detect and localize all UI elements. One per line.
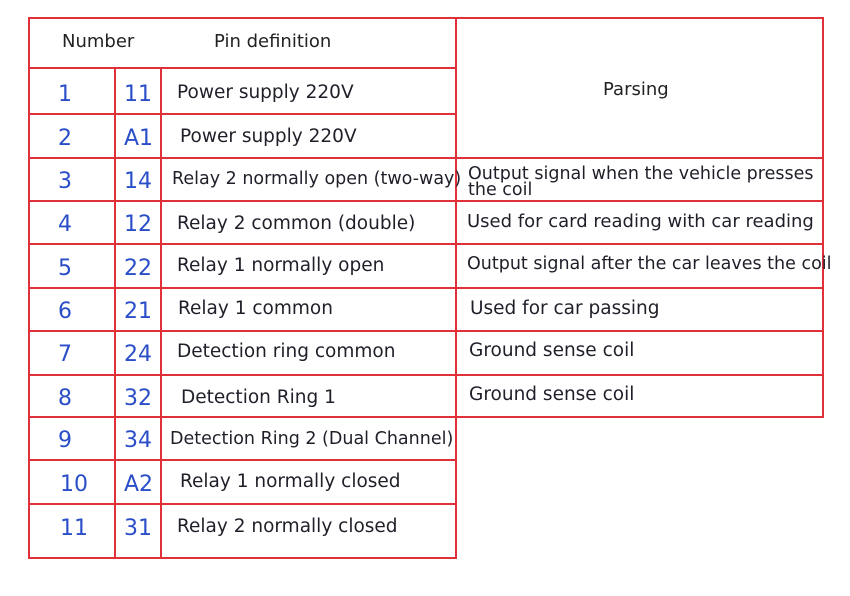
grid-line <box>28 416 824 418</box>
grid-line <box>28 503 456 505</box>
grid-line <box>822 17 824 418</box>
row-pin: 21 <box>124 299 152 324</box>
grid-line <box>28 557 456 559</box>
row-number: 1 <box>58 82 72 107</box>
grid-line <box>28 243 824 245</box>
row-definition: Relay 1 normally open <box>177 255 385 276</box>
row-pin: 34 <box>124 428 152 453</box>
row-pin: 14 <box>124 169 152 194</box>
parsing-cell: Ground sense coil <box>469 384 635 405</box>
row-pin: 22 <box>124 256 152 281</box>
header-parsing: Parsing <box>603 79 669 100</box>
parsing-cell: the coil <box>468 180 533 200</box>
grid-line <box>28 113 456 115</box>
row-number: 11 <box>60 516 88 541</box>
row-number: 6 <box>58 299 72 324</box>
grid-line <box>114 67 116 559</box>
parsing-cell: Used for card reading with car reading <box>467 211 814 232</box>
grid-line <box>160 67 162 559</box>
header-number: Number <box>62 31 135 52</box>
row-definition: Detection Ring 1 <box>181 387 336 408</box>
parsing-cell: Output signal after the car leaves the coil <box>467 254 832 274</box>
row-pin: A1 <box>124 126 154 151</box>
row-definition: Power supply 220V <box>177 82 354 103</box>
grid-line <box>28 459 456 461</box>
row-number: 4 <box>58 212 72 237</box>
row-number: 9 <box>58 428 72 453</box>
row-pin: A2 <box>124 472 154 497</box>
row-number: 10 <box>60 472 88 497</box>
parsing-cell: Output signal when the vehicle presses <box>468 164 814 184</box>
parsing-cell: Used for car passing <box>470 298 660 319</box>
row-definition: Relay 2 normally open (two-way) <box>172 169 462 189</box>
row-definition: Relay 1 common <box>178 298 333 319</box>
grid-line <box>28 287 824 289</box>
row-definition: Relay 1 normally closed <box>180 471 401 492</box>
row-definition: Detection Ring 2 (Dual Channel) <box>170 429 454 449</box>
row-pin: 11 <box>124 82 152 107</box>
grid-line <box>28 374 824 376</box>
grid-line <box>28 330 824 332</box>
row-definition: Relay 2 common (double) <box>177 213 416 234</box>
row-pin: 31 <box>124 516 152 541</box>
row-number: 3 <box>58 169 72 194</box>
row-pin: 12 <box>124 212 152 237</box>
row-pin: 24 <box>124 342 152 367</box>
grid-line <box>28 17 824 19</box>
row-number: 7 <box>58 342 72 367</box>
grid-line <box>28 67 456 69</box>
row-pin: 32 <box>124 386 152 411</box>
grid-line <box>28 200 824 202</box>
grid-line <box>28 17 30 559</box>
row-number: 8 <box>58 386 72 411</box>
row-definition: Detection ring common <box>177 341 396 362</box>
row-number: 5 <box>58 256 72 281</box>
grid-line <box>28 157 824 159</box>
row-definition: Power supply 220V <box>180 126 357 147</box>
row-definition: Relay 2 normally closed <box>177 516 398 537</box>
row-number: 2 <box>58 126 72 151</box>
parsing-cell: Ground sense coil <box>469 340 635 361</box>
grid-line <box>455 17 457 559</box>
header-pin-definition: Pin definition <box>214 31 332 52</box>
